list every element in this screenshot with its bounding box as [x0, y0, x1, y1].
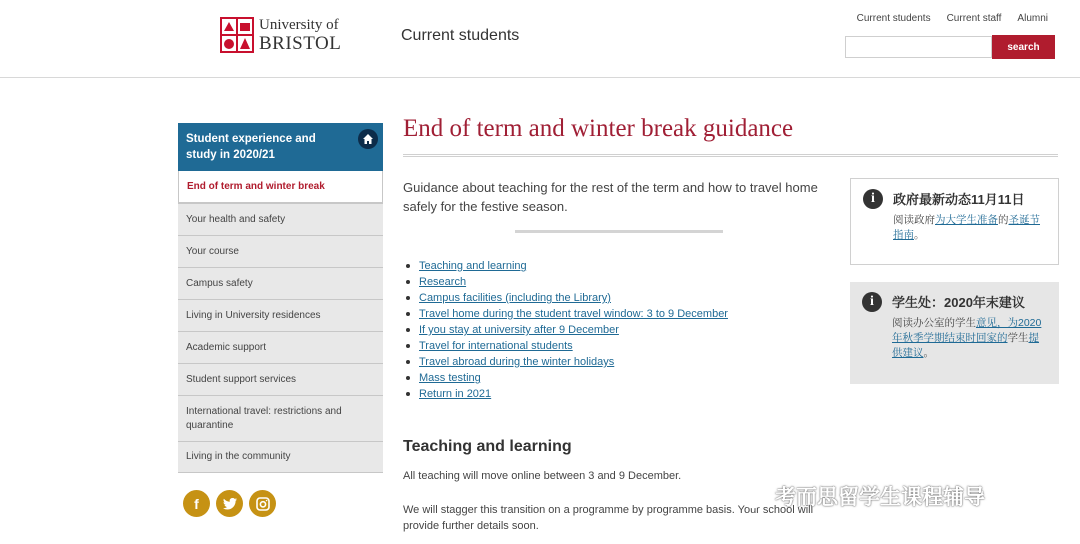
intro-text: Guidance about teaching for the rest of the term and how to travel home safely for the festive season.	[403, 180, 818, 214]
toc-link-travel-home[interactable]: Travel home during the student travel window: 3 to 9 December	[419, 308, 728, 320]
watermark: 考而思留学生课程辅导	[727, 481, 985, 511]
list-item	[403, 370, 728, 386]
sidebar-item-community[interactable]: Living in the community	[178, 441, 383, 473]
facebook-icon[interactable]: f	[183, 490, 210, 517]
sidebar-nav	[178, 123, 383, 473]
list-item	[403, 258, 728, 274]
list-item	[403, 354, 728, 370]
info-box-text: 阅读政府为大学生准备的圣诞节指南。	[893, 214, 1040, 241]
toc-link-research[interactable]: Research	[419, 276, 467, 288]
list-item	[403, 322, 728, 338]
student-advice-link[interactable]: 意见，为2020年秋季学期结束时回家的	[892, 317, 1042, 344]
sidebar-item-academic-support[interactable]: Academic support	[178, 331, 383, 363]
top-link-current-students[interactable]: Current students	[856, 13, 931, 24]
toc-link-travel-abroad[interactable]: Travel abroad during the winter holidays	[419, 356, 615, 368]
sidebar-item-end-of-term[interactable]: End of term and winter break	[178, 171, 383, 203]
sidebar-item-residences[interactable]: Living in University residences	[178, 299, 383, 331]
logo-text-line2: BRISTOL	[259, 32, 342, 54]
advice-link[interactable]: 提供建议	[892, 332, 1039, 359]
toc-link-international[interactable]: Travel for international students	[419, 340, 573, 352]
search-input[interactable]	[845, 36, 992, 58]
home-icon[interactable]	[358, 129, 378, 149]
site-header	[0, 0, 1080, 78]
search-button[interactable]: search	[992, 35, 1055, 59]
info-box-title: 政府最新动态11月11日	[893, 192, 1025, 207]
bristol-crest-icon	[220, 17, 254, 53]
page-title: End of term and winter break guidance	[403, 115, 794, 142]
section-heading-teaching: Teaching and learning	[403, 438, 572, 455]
list-item	[403, 306, 728, 322]
toc-link-campus-facilities[interactable]: Campus facilities (including the Library)	[419, 292, 611, 304]
list-item	[403, 338, 728, 354]
toc-link-teaching[interactable]: Teaching and learning	[419, 260, 527, 272]
logo-text-line1: University of	[259, 16, 339, 33]
info-box-government-update	[850, 178, 1059, 265]
sidebar-item-student-support[interactable]: Student support services	[178, 363, 383, 395]
teaching-paragraph-2: We will stagger this transition on a programme by programme basis. Your school will provide further details soon.	[403, 504, 814, 532]
university-logo[interactable]	[220, 17, 341, 53]
twitter-icon[interactable]	[216, 490, 243, 517]
list-item	[403, 386, 728, 402]
info-icon: i	[862, 292, 882, 312]
sidebar-item-your-course[interactable]: Your course	[178, 235, 383, 267]
instagram-icon[interactable]	[249, 490, 276, 517]
intro-divider	[515, 230, 723, 233]
info-box-title: 学生处：2020年末建议	[892, 295, 1025, 310]
sidebar-item-international-travel[interactable]: International travel: restrictions and quarantine	[178, 395, 383, 441]
social-links	[183, 490, 276, 517]
wechat-icon	[727, 482, 767, 510]
site-title[interactable]: Current students	[401, 27, 520, 44]
toc-link-stay-at-university[interactable]: If you stay at university after 9 December	[419, 324, 619, 336]
sidebar-item-health-safety[interactable]: Your health and safety	[178, 203, 383, 235]
info-icon: i	[863, 189, 883, 209]
toc-link-return-2021[interactable]: Return in 2021	[419, 388, 492, 400]
table-of-contents	[403, 258, 728, 402]
christmas-guide-link[interactable]: 圣诞节指南	[893, 214, 1040, 241]
student-guidance-link[interactable]: 为大学生准备	[935, 214, 998, 226]
info-box-student-office	[850, 282, 1059, 384]
title-divider	[403, 154, 1058, 157]
sidebar-item-campus-safety[interactable]: Campus safety	[178, 267, 383, 299]
toc-link-mass-testing[interactable]: Mass testing	[419, 372, 481, 384]
top-link-alumni[interactable]: Alumni	[1017, 13, 1048, 24]
sidebar-heading[interactable]: Student experience and study in 2020/21	[178, 123, 383, 171]
teaching-paragraph-1: All teaching will move online between 3 and 9 December.	[403, 470, 682, 482]
list-item	[403, 274, 728, 290]
list-item	[403, 290, 728, 306]
info-box-text: 阅读办公室的学生意见，为2020年秋季学期结束时回家的学生提供建议。	[892, 317, 1042, 359]
top-links	[857, 13, 1048, 24]
top-link-current-staff[interactable]: Current staff	[946, 13, 1002, 24]
